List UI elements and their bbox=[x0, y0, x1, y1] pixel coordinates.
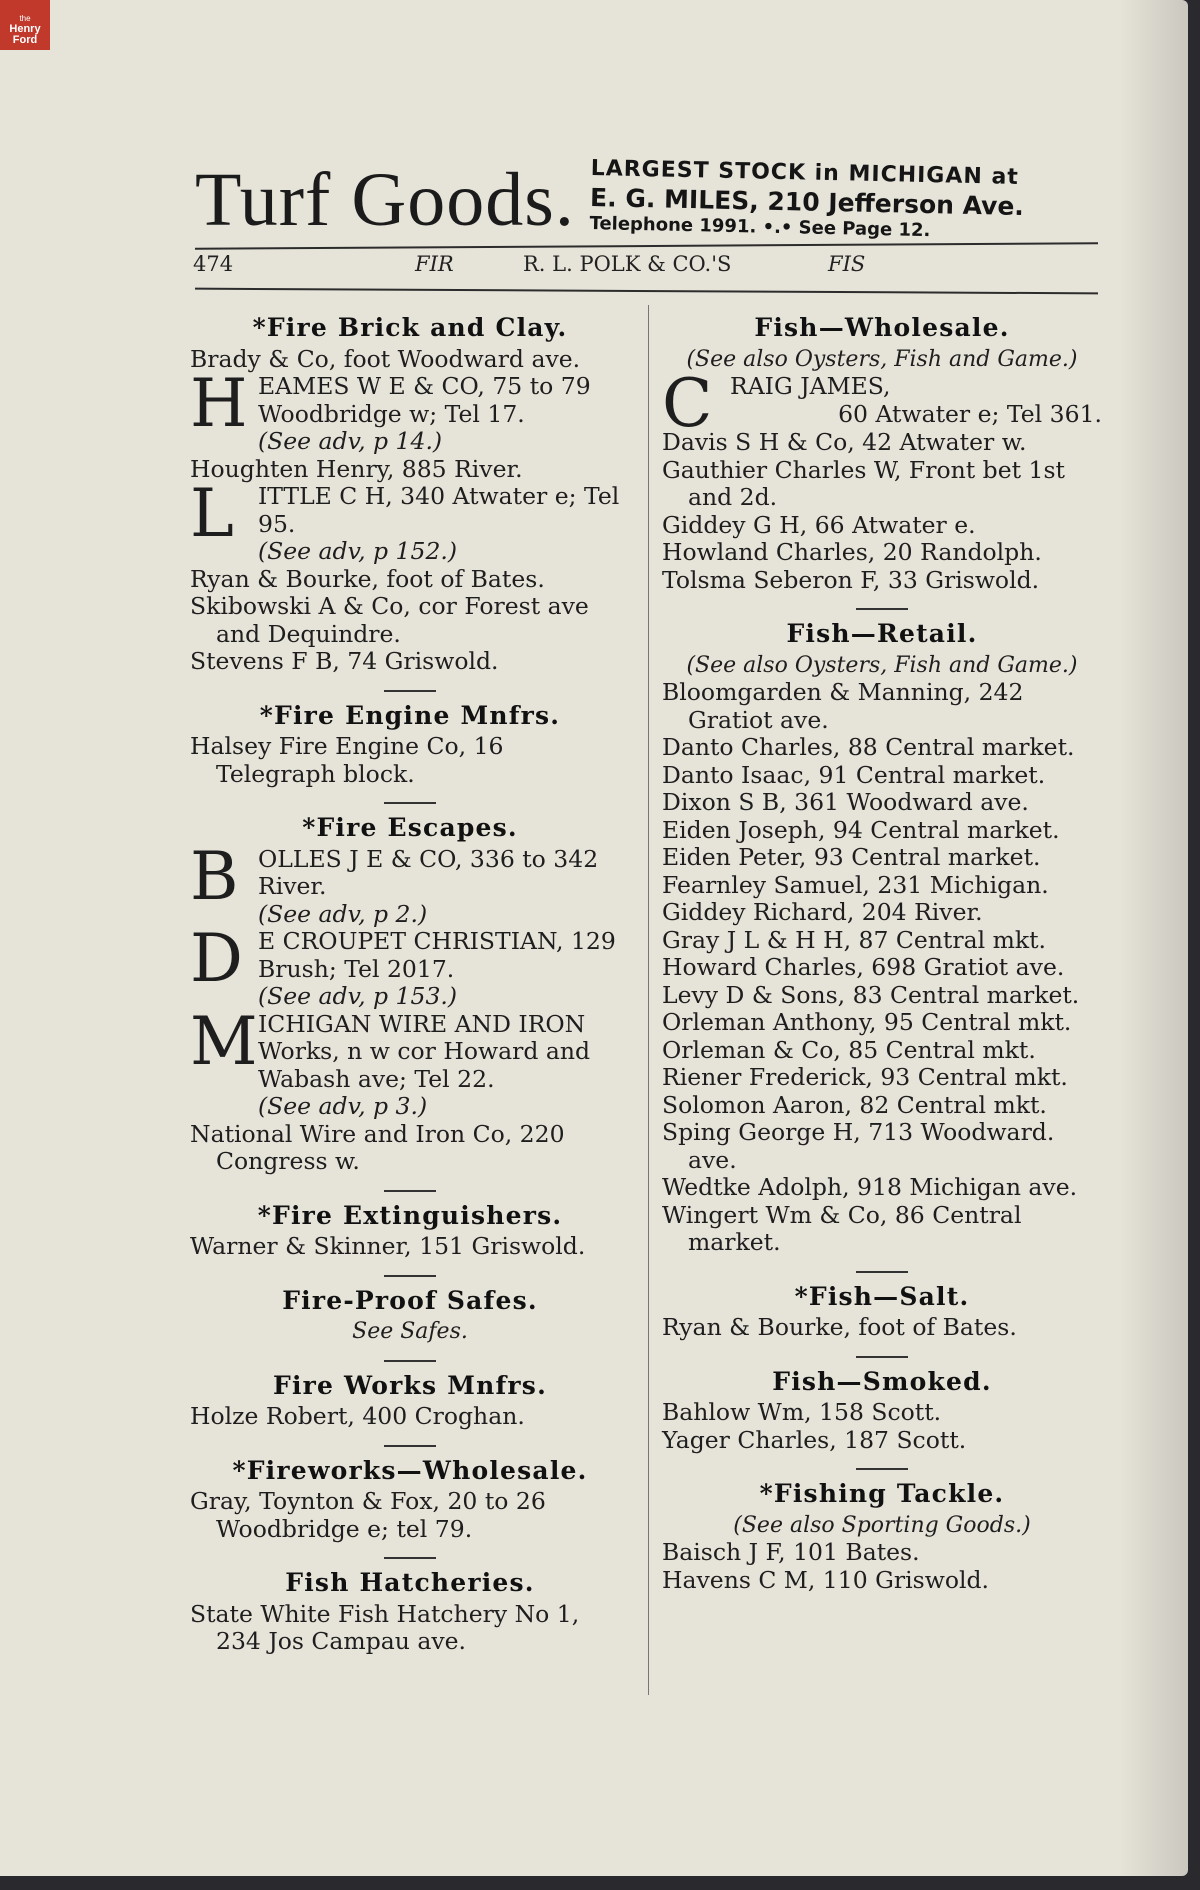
running-head-left: FIR bbox=[415, 252, 454, 276]
adv-reference: (See adv, p 2.) bbox=[258, 899, 428, 928]
section-divider bbox=[384, 1275, 436, 1277]
listing-text: ITTLE C H, 340 Atwater e; Tel 95. bbox=[258, 482, 620, 538]
listing-entry: Howard Charles, 698 Gratiot ave. bbox=[662, 953, 1065, 981]
listing-entry: Eiden Joseph, 94 Central market. bbox=[662, 815, 1060, 844]
listing-entry: Levy D & Sons, 83 Central market. bbox=[662, 980, 1080, 1009]
initial-capital: D bbox=[190, 920, 243, 997]
listing-entry: Tolsma Seberon F, 33 Griswold. bbox=[662, 565, 1040, 594]
turf-goods-advertisement bbox=[195, 155, 1095, 245]
adv-reference: (See adv, p 3.) bbox=[258, 1092, 428, 1120]
logo-bottom-text: Henry Ford bbox=[9, 23, 41, 46]
ad-line-3: Telephone 1991. •.• See Page 12. bbox=[589, 212, 931, 242]
listing-entry: Gauthier Charles W, Front bet 1st and 2d. bbox=[662, 455, 1065, 511]
heading-fish-salt: *Fish—Salt. bbox=[794, 1281, 970, 1311]
listing-entry: Ryan & Bourke, foot of Bates. bbox=[662, 1313, 1017, 1341]
listing-entry: State White Fish Hatchery No 1, 234 Jos Campau ave. bbox=[190, 1599, 580, 1655]
initial-capital: M bbox=[190, 1002, 258, 1080]
listing-entry: Wingert Wm & Co, 86 Central market. bbox=[662, 1200, 1022, 1256]
ad-line-2: E. G. MILES, 210 Jefferson Ave. bbox=[589, 182, 1025, 222]
initial-capital: C bbox=[662, 365, 713, 442]
heading-fire-escapes: *Fire Escapes. bbox=[302, 813, 518, 842]
listing-entry: Yager Charles, 187 Scott. bbox=[662, 1425, 967, 1454]
section-divider bbox=[856, 608, 908, 610]
listing-entry: Brady & Co, foot Woodward ave. bbox=[190, 344, 581, 373]
logo-top-text: the bbox=[19, 14, 31, 23]
listing-entry: Skibowski A & Co, cor Forest ave and Dequindre. bbox=[190, 592, 589, 648]
display-listing bbox=[190, 837, 630, 929]
section-divider bbox=[384, 1445, 436, 1447]
listing-entry: Howland Charles, 20 Randolph. bbox=[662, 538, 1042, 566]
listing-text: EAMES W E & CO, 75 to 79 Woodbridge w; Tel 17. bbox=[258, 372, 591, 428]
ad-text bbox=[589, 155, 1101, 246]
heading-fire-engine: *Fire Engine Mnfrs. bbox=[259, 700, 561, 730]
listing-entry: Houghten Henry, 885 River. bbox=[190, 454, 523, 483]
initial-capital: B bbox=[190, 837, 239, 915]
heading-fish-smoked: Fish—Smoked. bbox=[772, 1366, 992, 1396]
page-number: 474 bbox=[193, 252, 234, 276]
listing-entry: Danto Charles, 88 Central market. bbox=[662, 733, 1075, 761]
right-column bbox=[662, 308, 1102, 1594]
listing-entry: Eiden Peter, 93 Central market. bbox=[662, 843, 1041, 871]
section-divider bbox=[856, 1468, 908, 1470]
heading-fishing-tackle: *Fishing Tackle. bbox=[759, 1479, 1005, 1508]
listing-entry: Giddey G H, 66 Atwater e. bbox=[662, 510, 976, 539]
section-divider bbox=[384, 1557, 436, 1559]
heading-fire-brick: *Fire Brick and Clay. bbox=[252, 313, 568, 342]
section-divider bbox=[384, 1190, 436, 1192]
adv-reference: (See adv, p 152.) bbox=[258, 537, 458, 565]
heading-fire-proof-safes: Fire-Proof Safes. bbox=[282, 1285, 538, 1315]
page-edge-shadow bbox=[1118, 0, 1188, 1876]
cross-reference: See Safes. bbox=[352, 1319, 468, 1344]
cross-reference: (See also Sporting Goods.) bbox=[733, 1512, 1031, 1538]
heading-fish-wholesale: Fish—Wholesale. bbox=[754, 313, 1010, 342]
heading-fish-retail: Fish—Retail. bbox=[786, 619, 978, 648]
henry-ford-logo bbox=[0, 0, 50, 50]
listing-entry: Sping George H, 713 Woodward. ave. bbox=[662, 1118, 1055, 1174]
initial-capital: H bbox=[190, 365, 248, 442]
section-divider bbox=[384, 690, 436, 692]
adv-reference: (See adv, p 153.) bbox=[258, 982, 458, 1010]
listing-entry: Halsey Fire Engine Co, 16 Telegraph block. bbox=[190, 732, 504, 788]
listing-text: ICHIGAN WIRE AND IRON Works, n w cor Howard and Wabash ave; Tel 22. bbox=[258, 1009, 591, 1093]
listing-entry: Havens C M, 110 Griswold. bbox=[662, 1565, 990, 1594]
listing-entry: Giddey Richard, 204 River. bbox=[662, 898, 983, 926]
listing-entry: Gray J L & H H, 87 Central mkt. bbox=[662, 925, 1047, 954]
running-head-center: R. L. POLK & CO.'S bbox=[523, 252, 732, 276]
header-rule-bottom bbox=[195, 288, 1098, 295]
listing-entry: Bahlow Wm, 158 Scott. bbox=[662, 1398, 942, 1426]
listing-entry: Stevens F B, 74 Griswold. bbox=[190, 647, 499, 675]
listing-entry: National Wire and Iron Co, 220 Congress w. bbox=[190, 1119, 565, 1175]
running-head bbox=[193, 250, 1093, 282]
listing-entry: Baisch J F, 101 Bates. bbox=[662, 1538, 920, 1566]
listing-entry: Orleman & Co, 85 Central mkt. bbox=[662, 1035, 1036, 1064]
ad-title: Turf Goods. bbox=[195, 158, 575, 242]
listing-entry: Solomon Aaron, 82 Central mkt. bbox=[662, 1090, 1047, 1119]
cross-reference: (See also Oysters, Fish and Game.) bbox=[686, 652, 1078, 678]
section-divider bbox=[384, 1360, 436, 1362]
running-head-right: FIS bbox=[828, 252, 866, 276]
listing-entry: Orleman Anthony, 95 Central mkt. bbox=[662, 1008, 1072, 1036]
heading-fireworks-wholesale: *Fireworks—Wholesale. bbox=[232, 1455, 588, 1485]
listing-entry: Riener Frederick, 93 Central mkt. bbox=[662, 1063, 1068, 1091]
column-separator bbox=[648, 305, 649, 1695]
ad-line-1: LARGEST STOCK in MICHIGAN at bbox=[590, 155, 1020, 190]
cross-reference: (See also Oysters, Fish and Game.) bbox=[686, 346, 1078, 372]
listing-entry: Dixon S B, 361 Woodward ave. bbox=[662, 788, 1029, 816]
listing-entry: Bloomgarden & Manning, 242 Gratiot ave. bbox=[662, 678, 1024, 734]
listing-entry: Warner & Skinner, 151 Griswold. bbox=[190, 1232, 586, 1260]
display-listing bbox=[190, 365, 630, 456]
display-listing bbox=[190, 475, 630, 566]
display-listing bbox=[190, 920, 630, 1011]
left-column bbox=[190, 308, 630, 1656]
section-divider bbox=[384, 802, 436, 804]
listing-text: OLLES J E & CO, 336 to 342 River. bbox=[258, 844, 599, 900]
heading-fire-works: Fire Works Mnfrs. bbox=[273, 1370, 547, 1400]
listing-entry: Wedtke Adolph, 918 Michigan ave. bbox=[662, 1173, 1078, 1201]
listing-text: RAIG JAMES, bbox=[730, 372, 891, 400]
listing-entry: Holze Robert, 400 Croghan. bbox=[190, 1402, 525, 1430]
listing-address: 60 Atwater e; Tel 361. bbox=[838, 399, 1102, 428]
listing-entry: Danto Isaac, 91 Central market. bbox=[662, 760, 1046, 789]
adv-reference: (See adv, p 14.) bbox=[258, 427, 443, 455]
heading-fish-hatcheries: Fish Hatcheries. bbox=[285, 1568, 535, 1597]
listing-entry: Gray, Toynton & Fox, 20 to 26 Woodbridge e; tel 79. bbox=[190, 1487, 546, 1543]
display-listing bbox=[190, 1002, 630, 1121]
listing-entry: Fearnley Samuel, 231 Michigan. bbox=[662, 870, 1049, 899]
heading-fire-extinguishers: *Fire Extinguishers. bbox=[257, 1200, 563, 1230]
section-divider bbox=[856, 1356, 908, 1358]
listing-entry: Ryan & Bourke, foot of Bates. bbox=[190, 564, 545, 593]
section-divider bbox=[856, 1271, 908, 1273]
initial-capital: L bbox=[190, 475, 234, 552]
listing-text: E CROUPET CHRISTIAN, 129 Brush; Tel 2017. bbox=[258, 927, 616, 983]
listing-entry: Davis S H & Co, 42 Atwater w. bbox=[662, 428, 1027, 456]
